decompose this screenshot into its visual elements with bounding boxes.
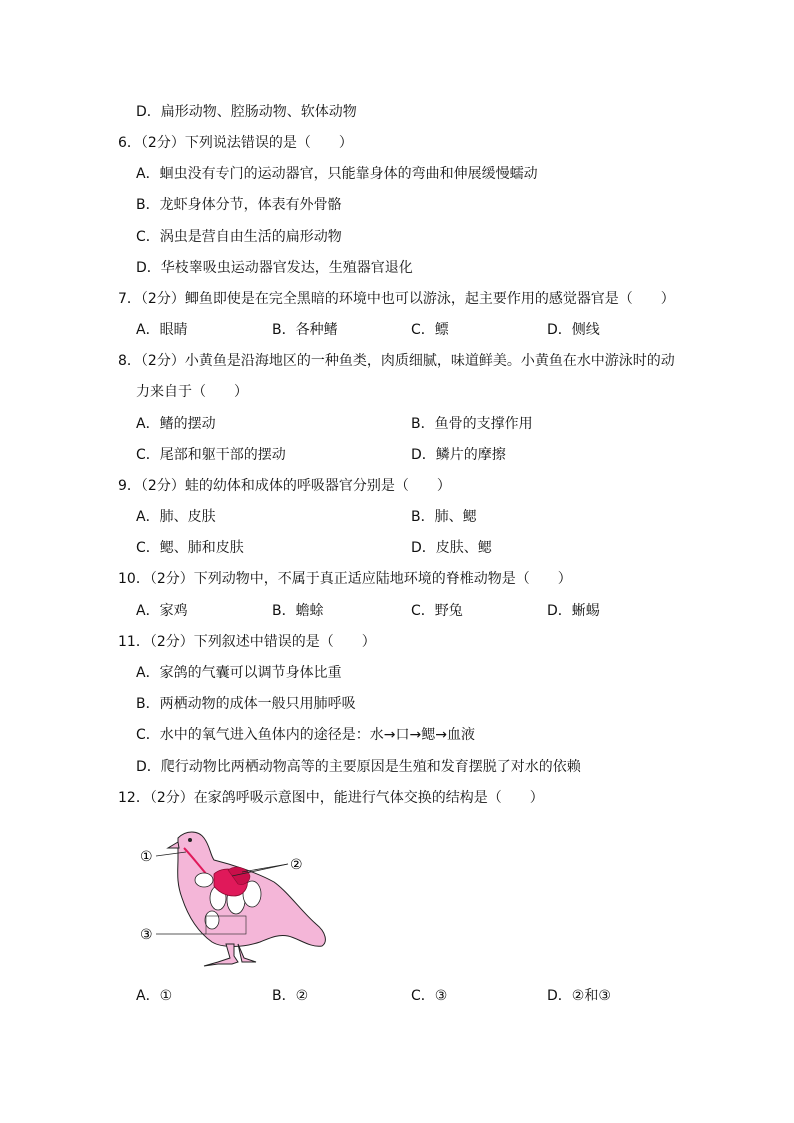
label-line-2b <box>242 864 288 872</box>
q6-option-a: A．蛔虫没有专门的运动器官，只能靠身体的弯曲和伸展缓慢蠕动 <box>136 166 538 182</box>
q11-option-c: C．水中的氧气进入鱼体内的途径是：水→口→鳃→血液 <box>136 727 475 743</box>
label-1: ① <box>140 849 153 865</box>
q7-option-c: C．鳔 <box>411 322 449 338</box>
q7-option-a: A．眼睛 <box>136 322 188 338</box>
q6-stem: 6．（2分）下列说法错误的是（ ） <box>118 135 353 151</box>
q8-option-c: C．尾部和躯干部的摆动 <box>136 447 286 463</box>
q8-option-a: A．鳍的摆动 <box>136 416 216 432</box>
q11-option-d: D．爬行动物比两栖动物高等的主要原因是生殖和发育摆脱了对水的依赖 <box>136 759 581 775</box>
label-3: ③ <box>140 927 153 943</box>
q12-option-a: A．① <box>136 988 173 1004</box>
q11-option-a: A．家鸽的气囊可以调节身体比重 <box>136 665 342 681</box>
q8-option-b: B．鱼骨的支撑作用 <box>411 416 533 432</box>
q11-stem: 11．（2分）下列叙述中错误的是（ ） <box>118 634 376 650</box>
q8-stem-continued: 力来自于（ ） <box>136 384 248 400</box>
pigeon-legs <box>204 944 256 966</box>
q7-option-b: B．各种鳍 <box>272 322 338 338</box>
q7-option-d: D．侧线 <box>547 322 600 338</box>
q8-option-d: D．鳞片的摩擦 <box>411 447 506 463</box>
q12-option-c: C．③ <box>411 988 448 1004</box>
q12-option-d: D．②和③ <box>547 988 611 1004</box>
pigeon-respiration-diagram <box>138 820 338 975</box>
q5-option-d: D．扁形动物、腔肠动物、软体动物 <box>136 104 357 120</box>
q12-stem: 12．（2分）在家鸽呼吸示意图中，能进行气体交换的结构是（ ） <box>118 790 544 806</box>
q11-option-b: B．两栖动物的成体一般只用肺呼吸 <box>136 696 356 712</box>
q9-stem: 9．（2分）蛙的幼体和成体的呼吸器官分别是（ ） <box>118 478 451 494</box>
q6-option-d: D．华枝睾吸虫运动器官发达，生殖器官退化 <box>136 260 413 276</box>
q7-stem: 7．（2分）鲫鱼即使是在完全黑暗的环境中也可以游泳，起主要作用的感觉器官是（ ） <box>118 291 675 307</box>
q10-option-d: D．蜥蜴 <box>547 603 600 619</box>
q9-option-d: D．皮肤、鳃 <box>411 540 492 556</box>
q10-option-c: C．野兔 <box>411 603 463 619</box>
q6-option-c: C．涡虫是营自由生活的扁形动物 <box>136 229 342 245</box>
pigeon-beak <box>168 842 179 848</box>
q10-stem: 10．（2分）下列动物中，不属于真正适应陆地环境的脊椎动物是（ ） <box>118 571 572 587</box>
q9-option-b: B．肺、鳃 <box>411 509 477 525</box>
q9-option-c: C．鳃、肺和皮肤 <box>136 540 244 556</box>
q8-stem: 8．（2分）小黄鱼是沿海地区的一种鱼类，肉质细腻，味道鲜美。小黄鱼在水中游泳时的动 <box>118 353 675 369</box>
q9-option-a: A．肺、皮肤 <box>136 509 216 525</box>
pigeon-eye <box>188 838 192 842</box>
q10-option-a: A．家鸡 <box>136 603 188 619</box>
q12-option-b: B．② <box>272 988 309 1004</box>
q6-option-b: B．龙虾身体分节，体表有外骨骼 <box>136 197 342 213</box>
q10-option-b: B．蟾蜍 <box>272 603 324 619</box>
label-2: ② <box>290 857 303 873</box>
